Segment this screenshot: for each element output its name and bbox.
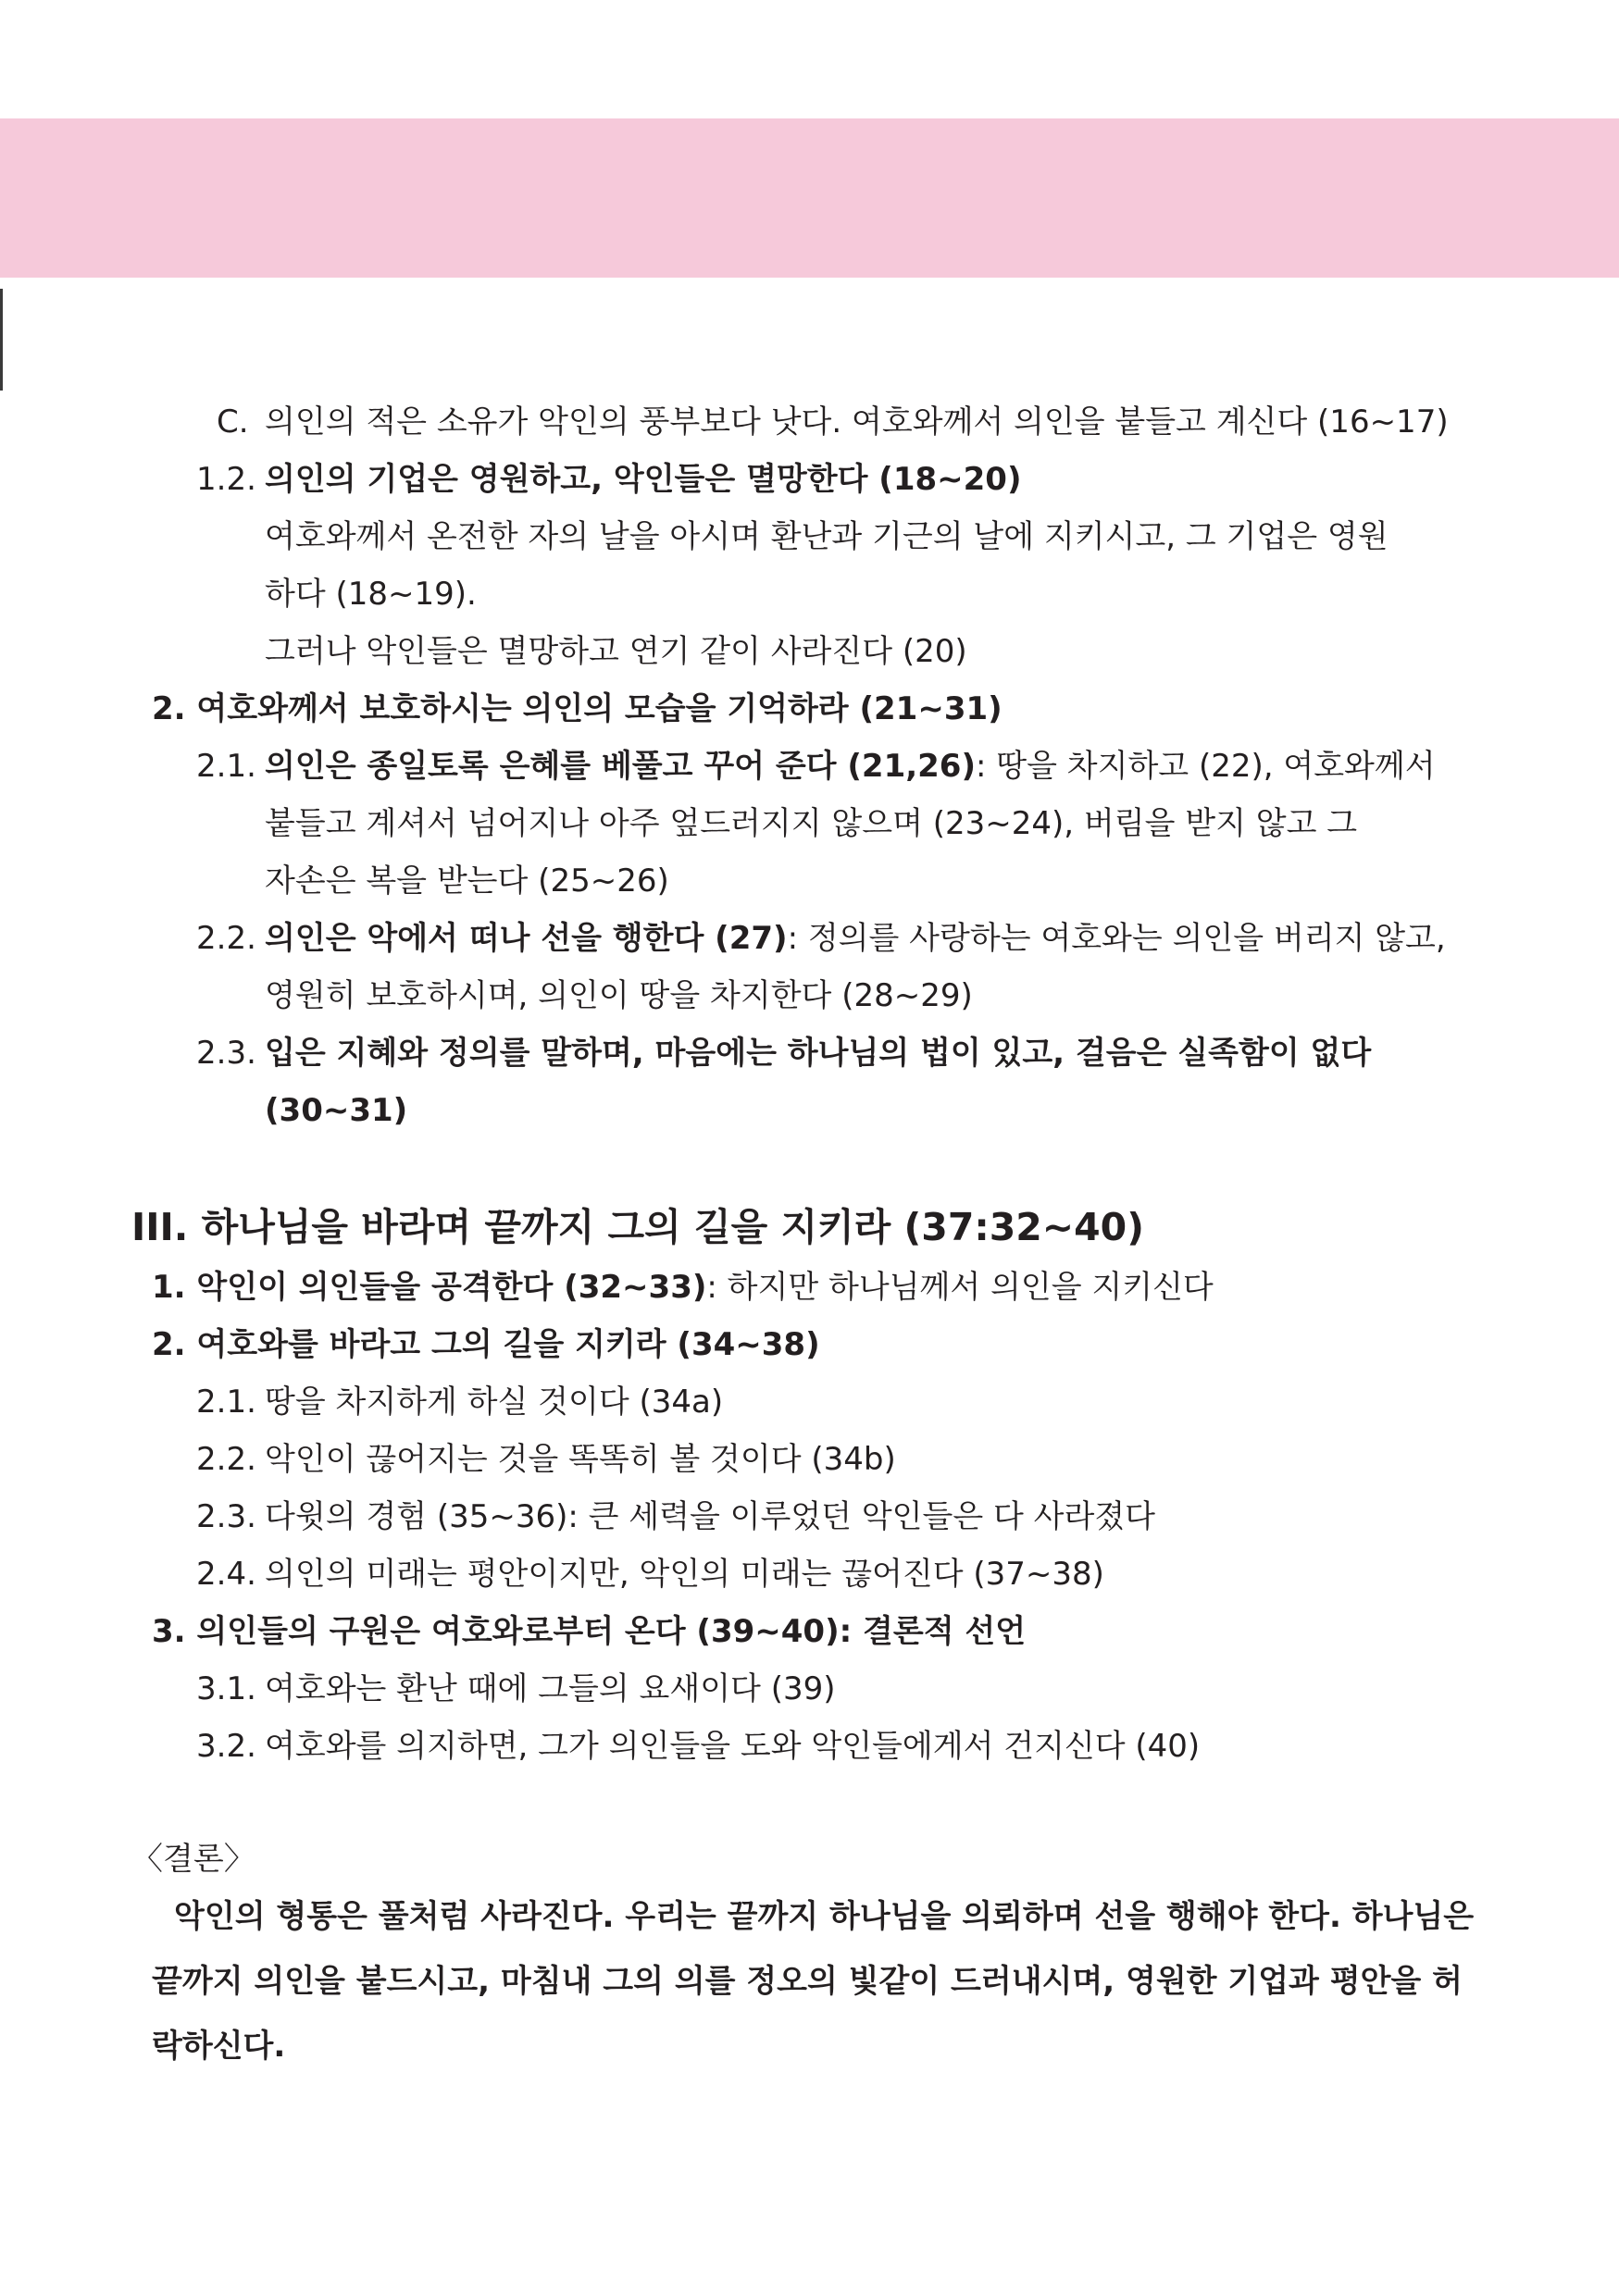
outline-number: 3.2. bbox=[196, 1728, 256, 1765]
outline-body-line: 여호와께서 온전한 자의 날을 아시며 환난과 기근의 날에 지키시고, 그 기업은 영원 bbox=[265, 518, 1389, 555]
conclusion-line: 끝까지 의인을 붙드시고, 마침내 그의 의를 정오의 빛같이 드러내시며, 영원한 기업과 평안을 허 bbox=[152, 1963, 1463, 2000]
outline-item-c bbox=[217, 403, 249, 441]
outline-number: 2.3. bbox=[196, 1035, 256, 1072]
outline-number: 3.1. bbox=[196, 1670, 256, 1707]
conclusion-line: 악인의 형통은 풀처럼 사라진다. 우리는 끝까지 하나님을 의뢰하며 선을 행해야 한다. 하나님은 bbox=[174, 1898, 1475, 1935]
outline-item-title: 의인은 종일토록 은혜를 베풀고 꾸어 준다 (21,26) bbox=[265, 748, 976, 785]
outline-number: 2.2. bbox=[196, 920, 256, 957]
conclusion-label: 〈결론〉 bbox=[131, 1841, 255, 1878]
section3-item-1 bbox=[152, 1269, 1214, 1306]
section-heading: III. 하나님을 바라며 끝까지 그의 길을 지키라 (37:32~40) bbox=[131, 1205, 1144, 1249]
outline-item-rest: : 하지만 하나님께서 의인을 지키신다 bbox=[706, 1269, 1214, 1306]
header-band bbox=[0, 118, 1619, 348]
outline-item-row bbox=[265, 920, 1446, 957]
outline-item-c-text: 의인의 적은 소유가 악인의 풍부보다 낫다. 여호와께서 의인을 붙들고 계신다 (16~17) bbox=[265, 403, 1449, 441]
outline-number: C. bbox=[217, 403, 249, 441]
outline-item-title: 의인의 기업은 영원하고, 악인들은 멸망한다 (18~20) bbox=[265, 461, 1022, 498]
page-number: 5 bbox=[1522, 269, 1562, 348]
outline-number: 1.2. bbox=[196, 461, 256, 498]
outline-number: 2.4. bbox=[196, 1556, 256, 1593]
outline-item-title: 3. 의인들의 구원은 여호와로부터 온다 (39~40) bbox=[152, 1613, 840, 1650]
outline-number: 2.3. bbox=[196, 1498, 256, 1535]
outline-number: 2.2. bbox=[196, 1441, 256, 1478]
outline-section-title: 2. 여호와께서 보호하시는 의인의 모습을 기억하라 (21~31) bbox=[152, 690, 1003, 727]
outline-subitem: 여호와를 의지하면, 그가 의인들을 도와 악인들에게서 건지신다 (40) bbox=[265, 1728, 1201, 1765]
outline-item-rest: : 결론적 선언 bbox=[839, 1613, 1027, 1650]
outline-subitem: 의인의 미래는 평안이지만, 악인의 미래는 끊어진다 (37~38) bbox=[265, 1556, 1104, 1593]
outline-number: 2.1. bbox=[196, 748, 256, 785]
outline-subitem: 땅을 차지하게 하실 것이다 (34a) bbox=[265, 1384, 724, 1421]
outline-subitem: 다윗의 경험 (35~36): 큰 세력을 이루었던 악인들은 다 사라졌다 bbox=[265, 1498, 1156, 1535]
outline-body-line: 하다 (18~19). bbox=[265, 576, 477, 613]
conclusion-line: 락하신다. bbox=[152, 2028, 286, 2065]
outline-number: 2.1. bbox=[196, 1384, 256, 1421]
outline-subitem: 악인이 끊어지는 것을 똑똑히 볼 것이다 (34b) bbox=[265, 1441, 896, 1478]
section3-item-3 bbox=[152, 1613, 1027, 1650]
outline-item-title: 입은 지혜와 정의를 말하며, 마음에는 하나님의 법이 있고, 걸음은 실족함이 없다 bbox=[265, 1035, 1372, 1072]
outline-item-row bbox=[265, 748, 1436, 785]
section3-item-2: 2. 여호와를 바라고 그의 길을 지키라 (34~38) bbox=[152, 1326, 820, 1363]
outline-item-rest: : 정의를 사랑하는 여호와는 의인을 버리지 않고, bbox=[787, 920, 1446, 957]
outline-item-title: 의인은 악에서 떠나 선을 행한다 (27) bbox=[265, 920, 788, 957]
outline-body-line: 자손은 복을 받는다 (25~26) bbox=[265, 863, 669, 900]
outline-body-line: 붙들고 계셔서 넘어지나 아주 엎드러지지 않으며 (23~24), 버림을 받지 않고 그 bbox=[265, 805, 1358, 842]
margin-mark bbox=[0, 289, 3, 391]
outline-body-line: 영원히 보호하시며, 의인이 땅을 차지한다 (28~29) bbox=[265, 977, 973, 1014]
outline-item-title-cont: (30~31) bbox=[265, 1092, 408, 1129]
outline-item-title: 1. 악인이 의인들을 공격한다 (32~33) bbox=[152, 1269, 707, 1306]
outline-subitem: 여호와는 환난 때에 그들의 요새이다 (39) bbox=[265, 1670, 836, 1707]
outline-body-line: 그러나 악인들은 멸망하고 연기 같이 사라진다 (20) bbox=[265, 633, 967, 670]
outline-item-rest: : 땅을 차지하고 (22), 여호와께서 bbox=[976, 748, 1436, 785]
